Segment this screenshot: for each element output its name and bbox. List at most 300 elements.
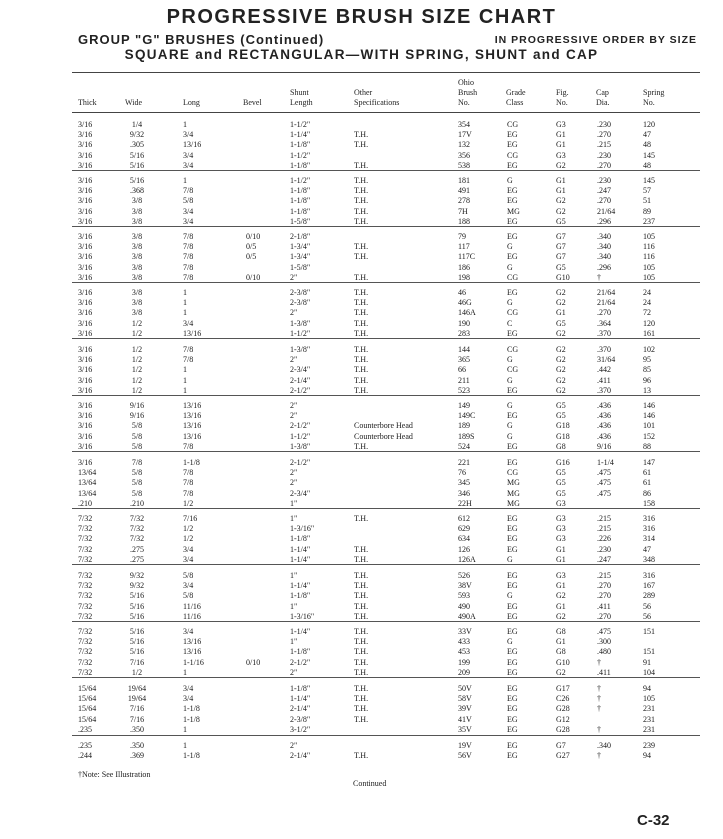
cell-wide: 3/8 — [131, 242, 143, 252]
cell-spring-no: 102 — [643, 345, 655, 354]
group-divider — [72, 564, 700, 565]
cell-spring-no: 120 — [643, 120, 655, 129]
cell-long: 1-1/8 — [183, 751, 200, 761]
cell-ohio-brush-no: 126A — [458, 554, 476, 564]
cell-spring-no: 105 — [643, 262, 655, 272]
cell-long: 3/4 — [183, 554, 194, 564]
col-cap-line2: Dia. — [596, 98, 610, 107]
cell-ohio-brush-no: 278 — [458, 196, 470, 206]
cell-wide: 5/16 — [129, 601, 145, 611]
cell-cap-dia: 1-1/4 — [597, 458, 614, 467]
cell-shunt-length: 2-1/8" — [290, 232, 311, 241]
cell-thick: 3/16 — [78, 216, 93, 226]
cell-grade-class: EG — [507, 751, 518, 761]
cell-shunt-length: 2-3/4" — [290, 365, 311, 375]
cell-cap-dia: .230 — [597, 176, 611, 185]
cell-thick: 7/32 — [78, 657, 93, 667]
cell-ohio-brush-no: 79 — [458, 232, 466, 241]
cell-cap-dia: 21/64 — [597, 288, 616, 297]
cell-wide: 3/8 — [131, 308, 143, 318]
cell-long: 1 — [183, 298, 187, 308]
cell-cap-dia: .411 — [597, 667, 611, 677]
cell-thick: 3/16 — [78, 186, 93, 196]
cell-wide: 5/8 — [131, 441, 143, 451]
cell-shunt-length: 1-3/16" — [290, 611, 315, 621]
cell-spring-no: 24 — [643, 288, 651, 297]
cell-thick: 3/16 — [78, 196, 93, 206]
cell-shunt-length: 2-3/8" — [290, 298, 311, 308]
cell-cap-dia: .296 — [597, 216, 611, 226]
cell-thick: 3/16 — [78, 150, 93, 160]
cell-shunt-length: 2-1/4" — [290, 751, 311, 761]
cell-wide: 1/4 — [131, 120, 143, 129]
cell-thick: 3/16 — [78, 308, 93, 318]
cell-wide: .350 — [130, 724, 144, 734]
cell-other-spec: Counterbore Head — [354, 421, 413, 431]
cell-thick: 15/64 — [78, 714, 97, 724]
cell-fig-no: G10 — [556, 272, 570, 282]
cell-shunt-length: 3-1/2" — [290, 724, 311, 734]
cell-shunt-length: 1-1/8" — [290, 534, 311, 544]
cell-cap-dia: † — [597, 657, 601, 667]
cell-fig-no: G2 — [556, 667, 566, 677]
cell-spring-no: 151 — [643, 647, 655, 657]
cell-ohio-brush-no: 22H — [458, 498, 472, 508]
cell-thick: .235 — [78, 724, 92, 734]
cell-long: 1-1/8 — [183, 458, 200, 467]
cell-fig-no: G28 — [556, 704, 570, 714]
cell-thick: 13/64 — [78, 488, 97, 498]
cell-wide: 19/64 — [127, 684, 147, 693]
cell-spring-no: 57 — [643, 186, 651, 196]
cell-spring-no: 88 — [643, 441, 651, 451]
cell-wide: .275 — [130, 544, 144, 554]
cell-thick: 3/16 — [78, 272, 93, 282]
footnote: †Note: See Illustration — [78, 770, 151, 779]
cell-thick: 3/16 — [78, 130, 93, 140]
cell-grade-class: EG — [507, 647, 518, 657]
group-divider — [72, 677, 700, 678]
cell-grade-class: EG — [507, 186, 518, 196]
cell-wide: .368 — [130, 186, 144, 196]
cell-fig-no: G1 — [556, 581, 566, 591]
cell-cap-dia: .226 — [597, 534, 611, 544]
cell-cap-dia: .215 — [597, 514, 611, 523]
cell-fig-no: G8 — [556, 627, 566, 636]
cell-other-spec: T.H. — [354, 355, 369, 365]
cell-long: 3/4 — [183, 150, 194, 160]
cell-grade-class: EG — [507, 216, 518, 226]
cell-fig-no: G3 — [556, 498, 566, 508]
cell-cap-dia: .475 — [597, 468, 611, 478]
cell-ohio-brush-no: 634 — [458, 534, 470, 544]
cell-spring-no: 56 — [643, 601, 651, 611]
cell-wide: 1/2 — [131, 318, 143, 328]
cell-other-spec: T.H. — [354, 667, 369, 677]
cell-fig-no: G27 — [556, 751, 570, 761]
cell-other-spec: T.H. — [354, 657, 369, 667]
cell-fig-no: G18 — [556, 421, 570, 431]
cell-cap-dia: 9/16 — [597, 441, 612, 451]
col-shunt-line2: Length — [290, 98, 313, 107]
cell-cap-dia: † — [597, 704, 601, 714]
cell-grade-class: EG — [507, 411, 518, 421]
cell-fig-no: G3 — [556, 534, 566, 544]
cell-shunt-length: 2" — [290, 355, 298, 365]
cell-fig-no: G5 — [556, 401, 566, 410]
cell-ohio-brush-no: 41V — [458, 714, 472, 724]
cell-cap-dia: .340 — [597, 741, 611, 750]
cell-thick: 7/32 — [78, 667, 93, 677]
cell-long: 1 — [183, 365, 187, 375]
cell-fig-no: G2 — [556, 385, 566, 395]
cell-wide: .275 — [130, 554, 144, 564]
cell-grade-class: EG — [507, 288, 518, 297]
cell-cap-dia: .270 — [597, 160, 611, 170]
cell-cap-dia: 21/64 — [597, 206, 616, 216]
cell-bevel: 0/5 — [246, 252, 257, 262]
cell-bevel: 0/5 — [246, 242, 257, 252]
cell-long: 1 — [183, 375, 187, 385]
cell-ohio-brush-no: 35V — [458, 724, 472, 734]
cell-cap-dia: .340 — [597, 252, 611, 262]
cell-ohio-brush-no: 181 — [458, 176, 470, 185]
cell-thick: 3/16 — [78, 242, 93, 252]
cell-shunt-length: 1-1/2" — [290, 176, 311, 185]
cell-long: 7/8 — [183, 262, 194, 272]
cell-spring-no: 105 — [643, 232, 655, 241]
cell-ohio-brush-no: 50V — [458, 684, 472, 693]
cell-wide: 5/8 — [131, 431, 143, 441]
cell-thick: 7/32 — [78, 647, 93, 657]
cell-shunt-length: 1" — [290, 514, 298, 523]
cell-thick: 13/64 — [78, 478, 97, 488]
cell-shunt-length: 1-1/4" — [290, 627, 311, 636]
cell-grade-class: EG — [507, 704, 518, 714]
cell-long: 3/4 — [183, 581, 194, 591]
cell-shunt-length: 1-1/8" — [290, 684, 311, 693]
group-divider — [72, 451, 700, 452]
cell-fig-no: G1 — [556, 140, 566, 150]
cell-shunt-length: 1-1/4" — [290, 694, 311, 704]
row-group — [0, 119, 723, 175]
cell-grade-class: G — [507, 355, 513, 365]
cell-thick: 7/32 — [78, 627, 93, 636]
cell-spring-no: 104 — [643, 667, 655, 677]
cell-wide: 5/8 — [131, 468, 143, 478]
cell-fig-no: G8 — [556, 647, 566, 657]
cell-shunt-length: 1-3/8" — [290, 441, 311, 451]
col-ohio-line2: Brush — [458, 88, 478, 97]
cell-cap-dia: † — [597, 694, 601, 704]
cell-shunt-length: 1-5/8" — [290, 216, 311, 226]
cell-grade-class: MG — [507, 206, 520, 216]
chart-title: PROGRESSIVE BRUSH SIZE CHART — [166, 6, 557, 28]
cell-other-spec: T.H. — [354, 328, 369, 338]
cell-ohio-brush-no: 46G — [458, 298, 472, 308]
row-group — [0, 513, 723, 569]
cell-spring-no: 51 — [643, 196, 651, 206]
cell-thick: .244 — [78, 751, 92, 761]
cell-fig-no: G7 — [556, 232, 566, 241]
cell-cap-dia: .247 — [597, 186, 611, 196]
cell-shunt-length: 1-1/2" — [290, 328, 311, 338]
cell-ohio-brush-no: 189 — [458, 421, 470, 431]
cell-grade-class: G — [507, 242, 513, 252]
cell-spring-no: 152 — [643, 431, 655, 441]
cell-cap-dia: .296 — [597, 262, 611, 272]
cell-cap-dia: .370 — [597, 328, 611, 338]
cell-ohio-brush-no: 523 — [458, 385, 470, 395]
cell-fig-no: G7 — [556, 242, 566, 252]
cell-cap-dia: .215 — [597, 524, 611, 534]
cell-cap-dia: † — [597, 272, 601, 282]
group-divider — [72, 170, 700, 171]
cell-long: 5/8 — [183, 591, 194, 601]
cell-grade-class: G — [507, 401, 513, 410]
cell-bevel: 0/10 — [246, 232, 261, 241]
cell-shunt-length: 1-3/4" — [290, 252, 311, 262]
cell-thick: 3/16 — [78, 401, 93, 410]
cell-ohio-brush-no: 146A — [458, 308, 476, 318]
cell-shunt-length: 1-3/16" — [290, 524, 315, 534]
cell-thick: 7/32 — [78, 637, 93, 647]
cell-shunt-length: 2-3/8" — [290, 288, 311, 297]
cell-grade-class: EG — [507, 601, 518, 611]
cell-wide: 9/32 — [129, 581, 145, 591]
cell-ohio-brush-no: 76 — [458, 468, 466, 478]
cell-cap-dia: † — [597, 724, 601, 734]
cell-wide: 5/16 — [129, 176, 145, 185]
cell-cap-dia: .230 — [597, 150, 611, 160]
cell-ohio-brush-no: 117 — [458, 242, 470, 252]
cell-cap-dia: .270 — [597, 611, 611, 621]
col-fig-line2: No. — [556, 98, 568, 107]
cell-long: 7/8 — [183, 355, 194, 365]
cell-long: 5/8 — [183, 196, 194, 206]
cell-fig-no: G1 — [556, 308, 566, 318]
cell-wide: 5/16 — [129, 647, 145, 657]
cell-cap-dia: .480 — [597, 647, 611, 657]
cell-wide: 7/16 — [129, 704, 145, 714]
cell-other-spec: T.H. — [354, 375, 369, 385]
cell-ohio-brush-no: 221 — [458, 458, 470, 467]
cell-wide: 1/2 — [131, 328, 143, 338]
cell-other-spec: T.H. — [354, 544, 369, 554]
cell-ohio-brush-no: 433 — [458, 637, 470, 647]
cell-long: 1/2 — [183, 524, 194, 534]
cell-other-spec: T.H. — [354, 611, 369, 621]
cell-ohio-brush-no: 524 — [458, 441, 470, 451]
cell-ohio-brush-no: 346 — [458, 488, 470, 498]
cell-other-spec: T.H. — [354, 308, 369, 318]
cell-spring-no: 24 — [643, 298, 651, 308]
cell-grade-class: CG — [507, 150, 519, 160]
cell-other-spec: T.H. — [354, 694, 369, 704]
cell-wide: 1/2 — [131, 667, 143, 677]
cell-ohio-brush-no: 66 — [458, 365, 466, 375]
cell-other-spec: T.H. — [354, 714, 369, 724]
cell-other-spec: T.H. — [354, 751, 369, 761]
cell-grade-class: CG — [507, 345, 519, 354]
cell-thick: 7/32 — [78, 571, 93, 580]
cell-shunt-length: 1-1/8" — [290, 647, 311, 657]
cell-shunt-length: 1" — [290, 571, 298, 580]
cell-cap-dia: .411 — [597, 375, 611, 385]
cell-thick: 3/16 — [78, 441, 93, 451]
cell-wide: 5/8 — [131, 421, 143, 431]
cell-spring-no: 85 — [643, 365, 651, 375]
col-fig-no — [556, 88, 569, 108]
cell-other-spec: T.H. — [354, 591, 369, 601]
cell-fig-no: G1 — [556, 130, 566, 140]
cell-grade-class: EG — [507, 441, 518, 451]
cell-other-spec: T.H. — [354, 186, 369, 196]
cell-fig-no: G1 — [556, 637, 566, 647]
cell-grade-class: EG — [507, 544, 518, 554]
cell-grade-class: MG — [507, 488, 520, 498]
cell-grade-class: EG — [507, 252, 518, 262]
cell-fig-no: G2 — [556, 375, 566, 385]
cell-cap-dia: .300 — [597, 637, 611, 647]
cell-ohio-brush-no: 17V — [458, 130, 472, 140]
cell-fig-no: G5 — [556, 216, 566, 226]
cell-cap-dia: .340 — [597, 242, 611, 252]
cell-cap-dia: .215 — [597, 571, 611, 580]
cell-thick: 7/32 — [78, 524, 93, 534]
cell-shunt-length: 2-3/4" — [290, 488, 311, 498]
cell-spring-no: 237 — [643, 216, 655, 226]
cell-grade-class: C — [507, 318, 513, 328]
cell-thick: 3/16 — [78, 288, 93, 297]
cell-other-spec: T.H. — [354, 140, 369, 150]
cell-shunt-length: 2-1/4" — [290, 375, 311, 385]
cell-grade-class: CG — [507, 120, 519, 129]
cell-ohio-brush-no: 46 — [458, 288, 466, 297]
cell-fig-no: G7 — [556, 741, 566, 750]
cell-fig-no: G1 — [556, 601, 566, 611]
cell-ohio-brush-no: 365 — [458, 355, 470, 365]
cell-fig-no: G5 — [556, 468, 566, 478]
cell-thick: 3/16 — [78, 176, 93, 185]
col-spring-line2: No. — [643, 98, 655, 107]
cell-ohio-brush-no: 490 — [458, 601, 470, 611]
cell-wide: 5/16 — [129, 637, 145, 647]
cell-other-spec: T.H. — [354, 571, 369, 580]
col-other-specifications — [354, 88, 399, 108]
cell-wide: .369 — [130, 751, 144, 761]
cell-spring-no: 86 — [643, 488, 651, 498]
cell-fig-no: G1 — [556, 186, 566, 196]
cell-grade-class: EG — [507, 581, 518, 591]
cell-fig-no: G10 — [556, 657, 570, 667]
col-long: Long — [183, 98, 200, 107]
cell-fig-no: G2 — [556, 591, 566, 601]
cell-spring-no: 348 — [643, 554, 655, 564]
cell-wide: 3/8 — [131, 252, 143, 262]
cell-grade-class: EG — [507, 196, 518, 206]
col-grade-line2: Class — [506, 98, 524, 107]
cell-long: 13/16 — [183, 328, 202, 338]
cell-shunt-length: 2-3/8" — [290, 714, 311, 724]
cell-long: 13/16 — [183, 647, 202, 657]
cell-shunt-length: 1-1/8" — [290, 186, 311, 196]
cell-thick: 3/16 — [78, 318, 93, 328]
cell-spring-no: 316 — [643, 514, 655, 523]
cell-cap-dia: .230 — [597, 120, 611, 129]
cell-wide: 3/8 — [131, 298, 143, 308]
cell-grade-class: EG — [507, 741, 518, 750]
cell-spring-no: 167 — [643, 581, 655, 591]
cell-long: 7/8 — [183, 272, 194, 282]
cell-wide: 5/8 — [131, 488, 143, 498]
col-shunt-length — [290, 88, 313, 108]
cell-fig-no: G5 — [556, 318, 566, 328]
cell-other-spec: T.H. — [354, 160, 369, 170]
cell-spring-no: 47 — [643, 544, 651, 554]
cell-spring-no: 47 — [643, 130, 651, 140]
cell-long: 1 — [183, 667, 187, 677]
cell-cap-dia: .247 — [597, 554, 611, 564]
cell-thick: 3/16 — [78, 375, 93, 385]
cell-shunt-length: 2" — [290, 308, 298, 318]
cell-long: 3/4 — [183, 130, 194, 140]
cell-thick: 7/32 — [78, 591, 93, 601]
cell-fig-no: G5 — [556, 411, 566, 421]
cell-other-spec: T.H. — [354, 196, 369, 206]
cell-shunt-length: 2-1/2" — [290, 657, 311, 667]
cell-fig-no: G1 — [556, 176, 566, 185]
cell-thick: 3/16 — [78, 365, 93, 375]
cell-thick: 3/16 — [78, 385, 93, 395]
cell-long: 1 — [183, 288, 187, 297]
cell-cap-dia: .364 — [597, 318, 611, 328]
cell-cap-dia: .270 — [597, 130, 611, 140]
cell-grade-class: EG — [507, 160, 518, 170]
cell-bevel: 0/10 — [246, 272, 261, 282]
cell-long: 1 — [183, 385, 187, 395]
cell-long: 7/8 — [183, 478, 194, 488]
cell-other-spec: T.H. — [354, 206, 369, 216]
cell-spring-no: 105 — [643, 694, 655, 704]
cell-long: 1 — [183, 741, 187, 750]
cell-spring-no: 151 — [643, 627, 655, 636]
cell-wide: 5/8 — [131, 478, 143, 488]
cell-ohio-brush-no: 199 — [458, 657, 470, 667]
cell-spring-no: 105 — [643, 272, 655, 282]
cell-thick: 3/16 — [78, 345, 93, 354]
cell-wide: 7/32 — [129, 514, 145, 523]
cell-grade-class: EG — [507, 694, 518, 704]
cell-spring-no: 89 — [643, 206, 651, 216]
cell-grade-class: EG — [507, 571, 518, 580]
row-group — [0, 344, 723, 400]
cell-ohio-brush-no: 19V — [458, 741, 472, 750]
row-group — [0, 287, 723, 343]
cell-spring-no: 146 — [643, 401, 655, 410]
cell-thick: 3/16 — [78, 262, 93, 272]
cell-ohio-brush-no: 526 — [458, 571, 470, 580]
cell-grade-class: EG — [507, 714, 518, 724]
group-divider — [72, 338, 700, 339]
cell-grade-class: EG — [507, 627, 518, 636]
cell-thick: 7/32 — [78, 611, 93, 621]
chart-subtitle: SQUARE and RECTANGULAR—WITH SPRING, SHUNT and CAP — [124, 47, 599, 62]
cell-wide: 1/2 — [131, 375, 143, 385]
table-row — [0, 750, 723, 761]
cell-fig-no: G16 — [556, 458, 570, 467]
cell-wide: 9/16 — [129, 401, 145, 410]
